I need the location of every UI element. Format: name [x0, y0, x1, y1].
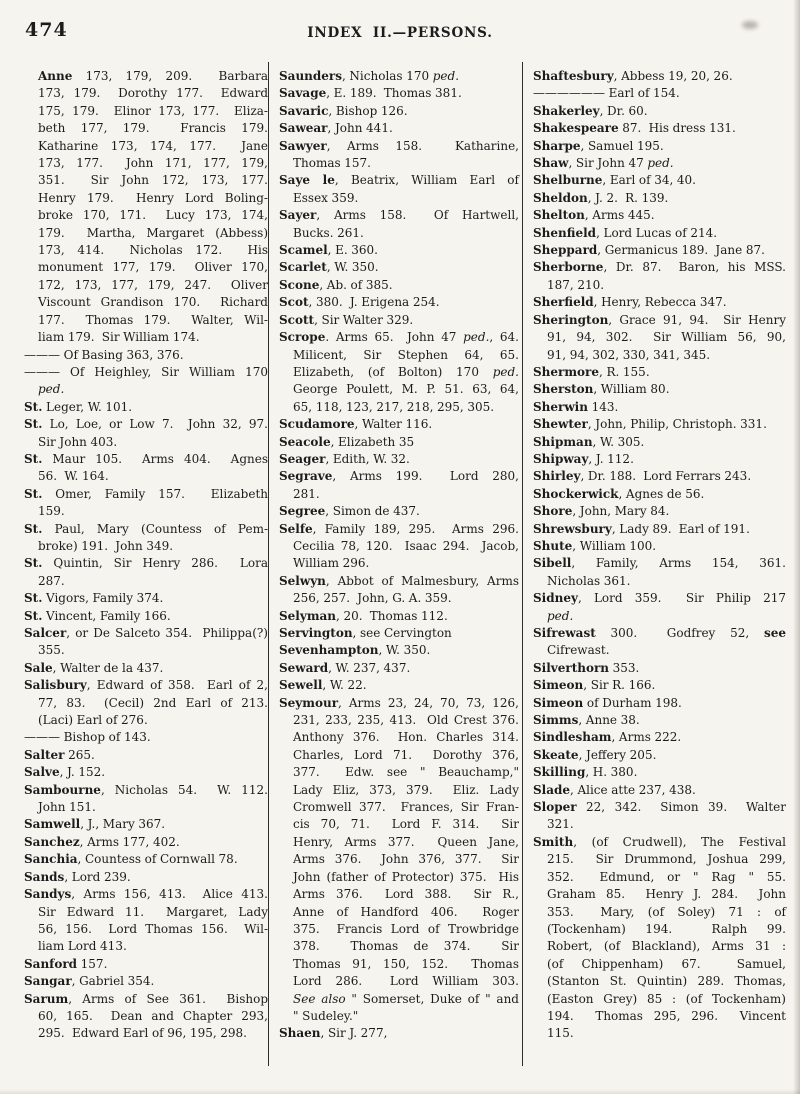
- index-line: Salisbury, Edward of 358. Earl of 2,: [24, 678, 268, 693]
- index-line: Shaw, Sir John 47 ped.: [533, 156, 674, 171]
- index-entry: [24, 486, 268, 521]
- index-line: John 151.: [38, 800, 96, 815]
- index-line: Sidney, Lord 359. Sir Philip 217: [533, 591, 786, 606]
- index-entry: [279, 259, 519, 276]
- index-line: Shelburne, Earl of 34, 40.: [533, 173, 696, 188]
- index-entry: [533, 503, 786, 520]
- index-entry: [279, 608, 519, 625]
- index-entry: [279, 85, 519, 102]
- index-line: cis 70, 71. Lord F. 314. Sir: [293, 817, 519, 832]
- index-line: 179. Martha, Margaret (Abbess): [38, 225, 268, 240]
- index-entry: [24, 555, 268, 590]
- index-line: Smith, (of Crudwell), The Festival: [533, 834, 786, 849]
- index-entry: [533, 590, 786, 625]
- index-line: Sevenhampton, W. 350.: [279, 643, 431, 658]
- index-entry: [279, 138, 519, 173]
- index-entry: [24, 399, 268, 416]
- index-entry: [533, 103, 786, 120]
- index-entry: [533, 660, 786, 677]
- index-line: Shute, William 100.: [533, 538, 657, 553]
- index-line: Savage, E. 189. Thomas 381.: [279, 86, 462, 101]
- index-line: Seward, W. 237, 437.: [279, 660, 411, 675]
- index-line: 115.: [547, 1026, 574, 1041]
- index-entry: [24, 68, 268, 347]
- index-line: Thomas 157.: [293, 156, 371, 171]
- index-entry: [24, 816, 268, 833]
- index-line: Lord 286. Lord William 303.: [293, 974, 519, 989]
- index-line: " Sudeley.": [293, 1008, 359, 1023]
- index-line: Sherfield, Henry, Rebecca 347.: [533, 295, 727, 310]
- index-entry: [533, 764, 786, 781]
- index-entry: [24, 851, 268, 868]
- index-line: 321.: [547, 817, 574, 832]
- index-entry: [24, 764, 268, 781]
- index-columns: [24, 62, 788, 1066]
- index-line: Scarlet, W. 350.: [279, 260, 379, 275]
- index-line: Cromwell 377. Frances, Sir Fran-: [293, 800, 519, 815]
- index-line: William 296.: [293, 556, 370, 571]
- index-entry: [533, 729, 786, 746]
- index-line: Shore, John, Mary 84.: [533, 504, 670, 519]
- index-entry: [533, 85, 786, 102]
- index-entry: [24, 451, 268, 486]
- index-entry: [279, 103, 519, 120]
- index-entry: [279, 451, 519, 468]
- index-line: Selwyn, Abbot of Malmesbury, Arms: [279, 573, 519, 588]
- index-entry: [24, 521, 268, 556]
- index-line: 65, 118, 123, 217, 218, 295, 305.: [293, 399, 495, 414]
- index-line: ped.: [38, 382, 65, 397]
- index-line: Sawear, John 441.: [279, 121, 393, 136]
- index-line: Seacole, Elizabeth 35: [279, 434, 415, 449]
- index-line: Anthony 376. Hon. Charles 314.: [293, 730, 519, 745]
- index-line: Robert, (of Blackland), Arms 31 :: [547, 939, 786, 954]
- index-line: Essex 359.: [293, 190, 359, 205]
- index-entry: [24, 956, 268, 973]
- index-entry: [279, 434, 519, 451]
- index-entry: [533, 138, 786, 155]
- index-entry: [533, 381, 786, 398]
- index-entry: [533, 364, 786, 381]
- index-column-3: [522, 62, 788, 1066]
- index-line: Sibell, Family, Arms 154, 361.: [533, 556, 786, 571]
- index-line: Scot, 380. J. Erigena 254.: [279, 295, 440, 310]
- index-entry: [533, 782, 786, 799]
- index-line: Saunders, Nicholas 170 ped.: [279, 69, 460, 83]
- index-entry: [24, 677, 268, 729]
- index-line: Arms 376. John 376, 377. Sir: [293, 852, 519, 867]
- index-entry: [24, 347, 268, 364]
- index-line: See also " Somerset, Duke of " and: [293, 991, 519, 1006]
- index-line: Henry 179. Henry Lord Boling-: [38, 190, 268, 205]
- index-line: Milicent, Sir Stephen 64, 65.: [293, 347, 519, 362]
- index-entry: [279, 695, 519, 1026]
- index-entry: [279, 416, 519, 433]
- index-entry: [24, 729, 268, 746]
- index-line: Arms 376. Lord 388. Sir R.,: [293, 887, 519, 902]
- index-entry: [24, 590, 268, 607]
- index-entry: [533, 468, 786, 485]
- index-line: Simms, Anne 38.: [533, 713, 640, 728]
- index-line: Bucks. 261.: [293, 225, 364, 240]
- index-line: Cecilia 78, 120. Isaac 294. Jacob,: [293, 538, 519, 553]
- index-line: Scrope. Arms 65. John 47 ped., 64.: [279, 330, 520, 345]
- index-line: Servington, see Cervington: [279, 626, 452, 640]
- index-line: John (father of Protector) 375. His: [293, 869, 519, 884]
- index-line: Shakespeare 87. His dress 131.: [533, 121, 736, 136]
- index-line: Scone, Ab. of 385.: [279, 277, 393, 292]
- index-line: St. Quintin, Sir Henry 286. Lora: [24, 556, 268, 571]
- index-line: Sale, Walter de la 437.: [24, 660, 164, 675]
- index-line: Shirley, Dr. 188. Lord Ferrars 243.: [533, 469, 752, 484]
- index-line: beth 177, 179. Francis 179.: [38, 121, 268, 136]
- index-line: (Easton Grey) 85 : (of Tockenham): [547, 991, 786, 1006]
- index-line: 173, 177. John 171, 177, 179,: [38, 156, 268, 171]
- index-line: ——— Bishop of 143.: [24, 730, 151, 745]
- index-line: Charles, Lord 71. Dorothy 376,: [293, 747, 519, 762]
- index-line: monument 177, 179. Oliver 170,: [38, 260, 268, 275]
- index-entry: [24, 886, 268, 956]
- index-line: (Laci) Earl of 276.: [38, 713, 148, 728]
- index-line: Katharine 173, 174, 177. Jane: [38, 138, 268, 153]
- index-line: 60, 165. Dean and Chapter 293,: [38, 1008, 268, 1023]
- index-line: Sherwin 143.: [533, 399, 619, 414]
- index-line: 295. Edward Earl of 96, 195, 298.: [38, 1026, 247, 1041]
- index-entry: [533, 172, 786, 189]
- index-line: 377. Edw. see " Beauchamp,": [293, 765, 519, 780]
- index-line: 187, 210.: [547, 277, 605, 292]
- index-line: Salter 265.: [24, 747, 95, 762]
- index-line: 287.: [38, 573, 65, 588]
- index-entry: [533, 834, 786, 1043]
- index-line: Scudamore, Walter 116.: [279, 417, 433, 432]
- index-line: Sharpe, Samuel 195.: [533, 138, 664, 153]
- index-line: 194. Thomas 295, 296. Vincent: [547, 1008, 786, 1023]
- index-line: Sherston, William 80.: [533, 382, 670, 397]
- index-line: —————— Earl of 154.: [533, 86, 680, 101]
- index-line: Selyman, 20. Thomas 112.: [279, 608, 448, 623]
- index-line: Sanford 157.: [24, 956, 108, 971]
- index-line: (of Chippenham) 67. Samuel,: [547, 956, 786, 971]
- index-line: Salcer, or De Salceto 354. Philippa(?): [24, 626, 268, 640]
- index-line: broke 170, 171. Lucy 173, 174,: [38, 208, 268, 223]
- index-line: ——— Of Basing 363, 376.: [24, 347, 184, 362]
- index-line: St. Vincent, Family 166.: [24, 608, 171, 623]
- index-line: Sir Edward 11. Margaret, Lady: [38, 904, 268, 919]
- index-entry: [279, 660, 519, 677]
- index-line: Shakerley, Dr. 60.: [533, 103, 648, 118]
- index-entry: [533, 747, 786, 764]
- index-entry: [279, 625, 519, 642]
- index-line: 215. Sir Drummond, Joshua 299,: [547, 852, 786, 867]
- index-line: 77, 83. (Cecil) 2nd Earl of 213.: [38, 695, 268, 710]
- index-line: Shipman, W. 305.: [533, 434, 645, 449]
- index-line: Sarum, Arms of See 361. Bishop: [24, 991, 268, 1006]
- index-line: Segrave, Arms 199. Lord 280,: [279, 469, 519, 484]
- index-line: Anne of Handford 406. Roger: [293, 904, 519, 919]
- index-entry: [24, 660, 268, 677]
- index-line: 375. Francis Lord of Trowbridge: [293, 921, 519, 936]
- index-line: Sir John 403.: [38, 434, 118, 449]
- index-line: 56. W. 164.: [38, 469, 109, 484]
- index-line: broke) 191. John 349.: [38, 538, 174, 553]
- index-line: Thomas 91, 150, 152. Thomas: [293, 956, 519, 971]
- index-line: Sheldon, J. 2. R. 139.: [533, 190, 669, 205]
- index-line: Sindlesham, Arms 222.: [533, 730, 682, 745]
- index-entry: [279, 642, 519, 659]
- index-line: 173, 179. Dorothy 177. Edward: [38, 86, 268, 101]
- index-entry: [279, 503, 519, 520]
- index-line: 281.: [293, 486, 320, 501]
- index-line: Scamel, E. 360.: [279, 243, 378, 258]
- index-line: Sambourne, Nicholas 54. W. 112.: [24, 782, 268, 797]
- index-entry: [24, 416, 268, 451]
- index-entry: [279, 329, 519, 416]
- index-entry: [279, 294, 519, 311]
- index-line: 352. Edmund, or " Rag " 55.: [547, 869, 786, 884]
- index-line: Sanchez, Arms 177, 402.: [24, 834, 180, 849]
- index-entry: [533, 434, 786, 451]
- index-line: St. Omer, Family 157. Elizabeth: [24, 486, 268, 501]
- index-line: Skilling, H. 380.: [533, 765, 638, 780]
- index-line: Shockerwick, Agnes de 56.: [533, 486, 705, 501]
- index-column-1: [24, 62, 268, 1066]
- index-entry: [279, 242, 519, 259]
- index-line: Elizabeth, (of Bolton) 170 ped.: [293, 364, 519, 379]
- index-entry: [533, 242, 786, 259]
- index-line: Sifrewast 300. Godfrey 52, see: [533, 626, 786, 640]
- index-entry: [279, 312, 519, 329]
- index-line: Selfe, Family 189, 295. Arms 296.: [279, 521, 519, 536]
- index-line: 231, 233, 235, 413. Old Crest 376.: [293, 713, 519, 728]
- index-line: Slade, Alice atte 237, 438.: [533, 782, 696, 797]
- index-entry: [533, 207, 786, 224]
- index-line: Shipway, J. 112.: [533, 451, 634, 466]
- index-line: Seymour, Arms 23, 24, 70, 73, 126,: [279, 695, 519, 710]
- index-line: Sheppard, Germanicus 189. Jane 87.: [533, 243, 765, 258]
- index-entry: [24, 625, 268, 660]
- index-entry: [533, 190, 786, 207]
- index-entry: [279, 573, 519, 608]
- index-line: Sands, Lord 239.: [24, 869, 131, 884]
- index-line: Sawyer, Arms 158. Katharine,: [279, 138, 519, 153]
- index-line: (Stanton St. Quintin) 289. Thomas,: [547, 974, 786, 989]
- index-line: Shenfield, Lord Lucas of 214.: [533, 225, 718, 240]
- index-line: 173, 414. Nicholas 172. His: [38, 243, 268, 258]
- index-entry: [533, 68, 786, 85]
- index-line: Sewell, W. 22.: [279, 678, 367, 693]
- index-line: 175, 179. Elinor 173, 177. Eliza-: [38, 103, 268, 118]
- index-line: Shermore, R. 155.: [533, 364, 650, 379]
- page-title: INDEX II.—PERSONS.: [307, 25, 493, 41]
- index-line: 91, 94, 302. Sir William 56, 90,: [547, 330, 786, 345]
- index-entry: [533, 799, 786, 834]
- index-line: Seager, Edith, W. 32.: [279, 451, 410, 466]
- index-line: (Tockenham) 194. Ralph 99.: [547, 921, 786, 936]
- index-line: Anne 173, 179, 209. Barbara: [38, 69, 268, 83]
- index-entry: [533, 155, 786, 172]
- index-entry: [24, 991, 268, 1043]
- index-line: 159.: [38, 504, 65, 519]
- index-line: Shaen, Sir J. 277,: [279, 1026, 388, 1041]
- index-line: liam Lord 413.: [38, 939, 127, 954]
- index-entry: [533, 225, 786, 242]
- index-entry: [279, 207, 519, 242]
- index-entry: [279, 68, 519, 85]
- index-line: 91, 94, 302, 330, 341, 345.: [547, 347, 711, 362]
- index-entry: [533, 294, 786, 311]
- index-line: Graham 85. Henry J. 284. John: [547, 887, 786, 902]
- scan-bottom-artifact: [0, 1089, 800, 1094]
- index-entry: [24, 608, 268, 625]
- index-line: Savaric, Bishop 126.: [279, 103, 408, 118]
- index-line: Shrewsbury, Lady 89. Earl of 191.: [533, 521, 750, 536]
- index-line: Scott, Sir Walter 329.: [279, 312, 414, 327]
- index-line: Skeate, Jeffery 205.: [533, 747, 657, 762]
- scan-edge-artifact: [793, 0, 800, 1094]
- index-entry: [279, 468, 519, 503]
- index-line: St. Leger, W. 101.: [24, 399, 133, 414]
- index-line: Lady Eliz, 373, 379. Eliz. Lady: [293, 782, 519, 797]
- index-line: Henry, Arms 377. Queen Jane,: [293, 834, 519, 849]
- index-line: St. Lo, Loe, or Low 7. John 32, 97.: [24, 417, 268, 432]
- index-entry: [533, 712, 786, 729]
- index-entry: [533, 521, 786, 538]
- index-entry: [533, 555, 786, 590]
- index-line: 351. Sir John 172, 173, 177.: [38, 173, 268, 188]
- index-entry: [24, 869, 268, 886]
- index-entry: [279, 277, 519, 294]
- index-line: St. Paul, Mary (Countess of Pem-: [24, 521, 268, 536]
- index-line: 378. Thomas de 374. Sir: [293, 939, 519, 954]
- index-entry: [533, 416, 786, 433]
- index-line: Simeon, Sir R. 166.: [533, 678, 656, 693]
- index-line: Sanchia, Countess of Cornwall 78.: [24, 852, 238, 867]
- index-entry: [24, 747, 268, 764]
- index-line: Sherborne, Dr. 87. Baron, his MSS.: [533, 260, 786, 275]
- index-column-2: [268, 62, 522, 1066]
- index-line: Shewter, John, Philip, Christoph. 331.: [533, 417, 767, 432]
- index-entry: [279, 1025, 519, 1042]
- index-line: St. Vigors, Family 374.: [24, 591, 164, 606]
- index-entry: [533, 399, 786, 416]
- index-line: Simeon of Durham 198.: [533, 695, 682, 710]
- index-entry: [533, 120, 786, 137]
- index-entry: [533, 625, 786, 660]
- index-line: 56, 156. Lord Thomas 156. Wil-: [38, 921, 268, 936]
- index-line: 172, 173, 177, 179, 247. Oliver: [38, 277, 268, 292]
- index-entry: [279, 120, 519, 137]
- index-line: 256, 257. John, G. A. 359.: [293, 591, 452, 606]
- index-line: George Poulett, M. P. 51. 63, 64,: [293, 382, 519, 397]
- index-entry: [533, 677, 786, 694]
- index-entry: [533, 451, 786, 468]
- index-entry: [279, 677, 519, 694]
- index-line: Segree, Simon de 437.: [279, 504, 420, 519]
- index-entry: [279, 172, 519, 207]
- index-entry: [24, 973, 268, 990]
- index-line: Nicholas 361.: [547, 573, 631, 588]
- index-line: Sangar, Gabriel 354.: [24, 974, 155, 989]
- index-entry: [533, 695, 786, 712]
- index-line: Sherington, Grace 91, 94. Sir Henry: [533, 312, 786, 327]
- index-line: 353. Mary, (of Soley) 71 : of: [547, 904, 786, 919]
- index-line: ped.: [547, 608, 574, 623]
- index-line: Sayer, Arms 158. Of Hartwell,: [279, 208, 519, 223]
- index-entry: [533, 486, 786, 503]
- index-entry: [533, 259, 786, 294]
- index-line: Silverthorn 353.: [533, 660, 640, 675]
- index-line: Shaftesbury, Abbess 19, 20, 26.: [533, 69, 733, 83]
- index-line: Saye le, Beatrix, William Earl of: [279, 173, 519, 188]
- page-number: 474: [25, 19, 68, 41]
- index-entry: [533, 538, 786, 555]
- index-line: 355.: [38, 643, 65, 658]
- index-entry: [24, 834, 268, 851]
- index-line: Sloper 22, 342. Simon 39. Walter: [533, 800, 786, 815]
- index-entry: [279, 521, 519, 573]
- index-line: Viscount Grandison 170. Richard: [38, 295, 268, 310]
- index-line: liam 179. Sir William 174.: [38, 330, 200, 345]
- index-line: St. Maur 105. Arms 404. Agnes: [24, 451, 268, 466]
- index-line: 177. Thomas 179. Walter, Wil-: [38, 312, 268, 327]
- index-line: Salve, J. 152.: [24, 765, 106, 780]
- index-line: ——— Of Heighley, Sir William 170: [24, 364, 268, 379]
- index-line: Cifrewast.: [547, 643, 610, 658]
- index-entry: [24, 364, 268, 399]
- index-entry: [24, 782, 268, 817]
- index-line: Shelton, Arms 445.: [533, 208, 655, 223]
- index-line: Samwell, J., Mary 367.: [24, 817, 166, 832]
- index-entry: [533, 312, 786, 364]
- index-line: Sandys, Arms 156, 413. Alice 413.: [24, 887, 268, 902]
